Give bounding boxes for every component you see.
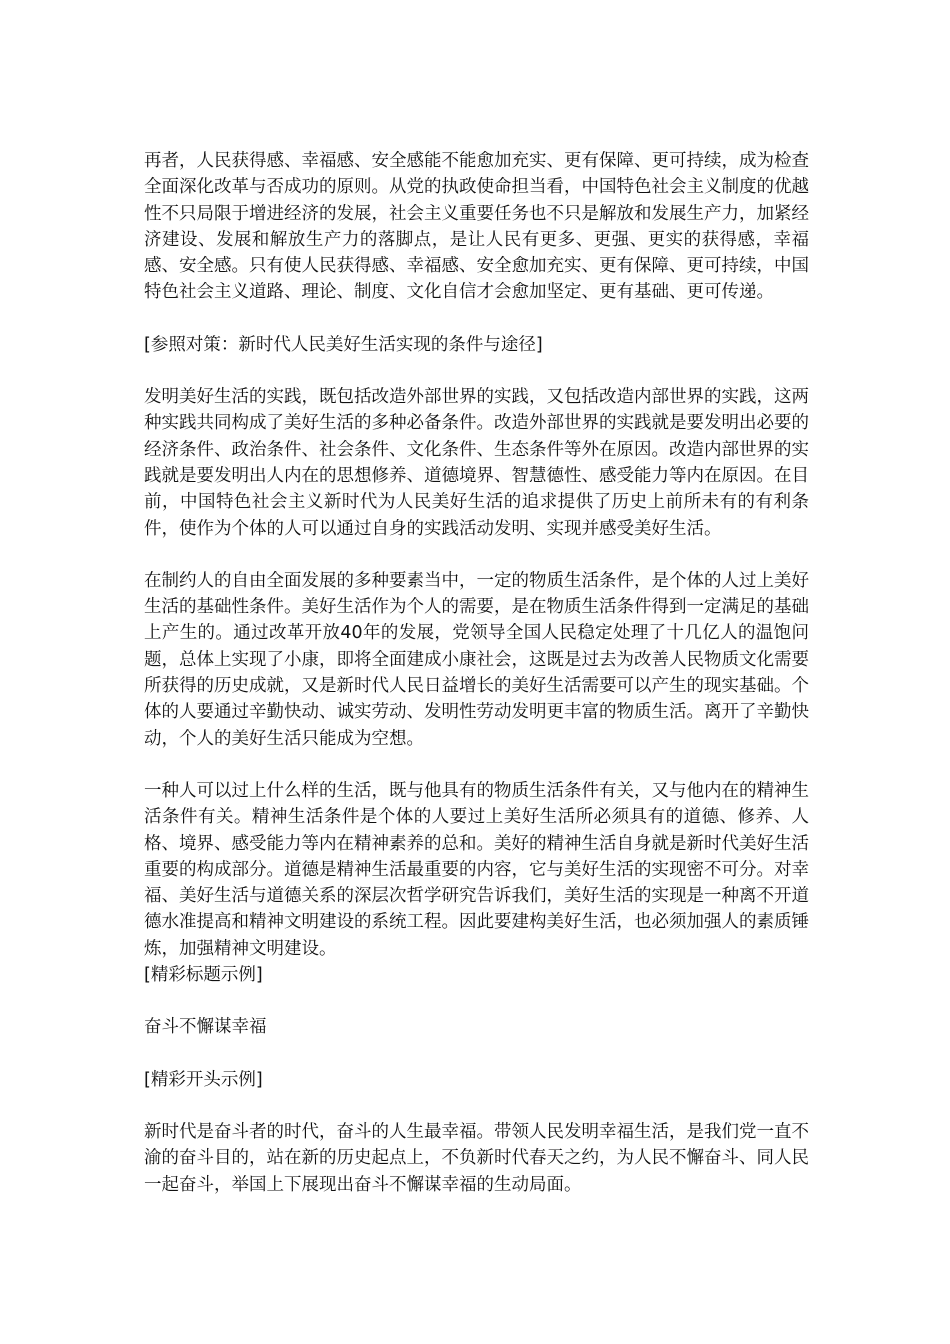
paragraph-spacer (144, 358, 809, 384)
paragraph-spacer (144, 1093, 809, 1119)
paragraph-practice: 发明美好生活的实践，既包括改造外部世界的实践，又包括改造内部世界的实践，这两种实践共同构成了美好生活的多种必备条件。改造外部世界的实践就是要发明出必要的经济条件、政治条件、社会条件、文化条件、生态条件等外在原因。改造内部世界的实践就是要发明出人内在的思想修养、道德境界、智慧德性、感受能力等内在原因。在目前，中国特色社会主义新时代为人民美好生活的追求提供了历史上前所未有的有利条件，使作为个体的人可以通过自身的实践活动发明、实现并感受美好生活。 (144, 387, 809, 539)
paragraph-spacer (144, 306, 809, 332)
section-heading-opening-examples: [精彩开头示例] (144, 1069, 263, 1090)
paragraph-spacer (144, 752, 809, 778)
section-heading-title-examples: [精彩标题示例] (144, 965, 263, 986)
paragraph-spacer (144, 542, 809, 568)
section-heading-countermeasures: [参照对策：新时代人民美好生活实现的条件与途径] (144, 334, 543, 355)
paragraph-spiritual-conditions: 一种人可以过上什么样的生活，既与他具有的物质生活条件有关，又与他内在的精神生活条件有关。精神生活条件是个体的人要过上美好生活所必须具有的道德、修养、人格、境界、感受能力等内在精神素养的总和。美好的精神生活自身就是新时代美好生活重要的构成部分。道德是精神生活最重要的内容，它与美好生活的实现密不可分。对幸福、美好生活与道德关系的深层次哲学研究告诉我们，美好生活的实现是一种离不开道德水准提高和精神文明建设的系统工程。因此要建构美好生活，也必须加强人的素质锤炼，加强精神文明建设。 (144, 780, 809, 959)
document-body (144, 148, 809, 1198)
paragraph-opening-example: 新时代是奋斗者的时代，奋斗的人生最幸福。带领人民发明幸福生活，是我们党一直不渝的奋斗目的，站在新的历史起点上，不负新时代春天之约，为人民不懈奋斗、同人民一起奋斗，举国上下展现出奋斗不懈谋幸福的生动局面。 (144, 1121, 809, 1195)
paragraph-spacer (144, 1041, 809, 1067)
paragraph-material-conditions: 在制约人的自由全面发展的多种要素当中，一定的物质生活条件，是个体的人过上美好生活的基础性条件。美好生活作为个人的需要，是在物质生活条件得到一定满足的基础上产生的。通过改革开放40年的发展，党领导全国人民稳定处理了十几亿人的温饱问题，总体上实现了小康，即将全面建成小康社会，这既是过去为改善人民物质文化需要所获得的历史成就，又是新时代人民日益增长的美好生活需要可以产生的现实基础。个体的人要通过辛勤快动、诚实劳动、发明性劳动发明更丰富的物质生活。离开了辛勤快动，个人的美好生活只能成为空想。 (144, 570, 809, 749)
paragraph-satisfaction: 再者，人民获得感、幸福感、安全感能不能愈加充实、更有保障、更可持续，成为检查全面深化改革与否成功的原则。从党的执政使命担当看，中国特色社会主义制度的优越性不只局限于增进经济的发展，社会主义重要任务也不只是解放和发展生产力，加紧经济建设、发展和解放生产力的落脚点，是让人民有更多、更强、更实的获得感，幸福感、安全感。只有使人民获得感、幸福感、安全愈加充实、更有保障、更可持续，中国特色社会主义道路、理论、制度、文化自信才会愈加坚定、更有基础、更可传递。 (144, 151, 809, 303)
example-title: 奋斗不懈谋幸福 (144, 1017, 267, 1038)
paragraph-spacer (144, 988, 809, 1014)
